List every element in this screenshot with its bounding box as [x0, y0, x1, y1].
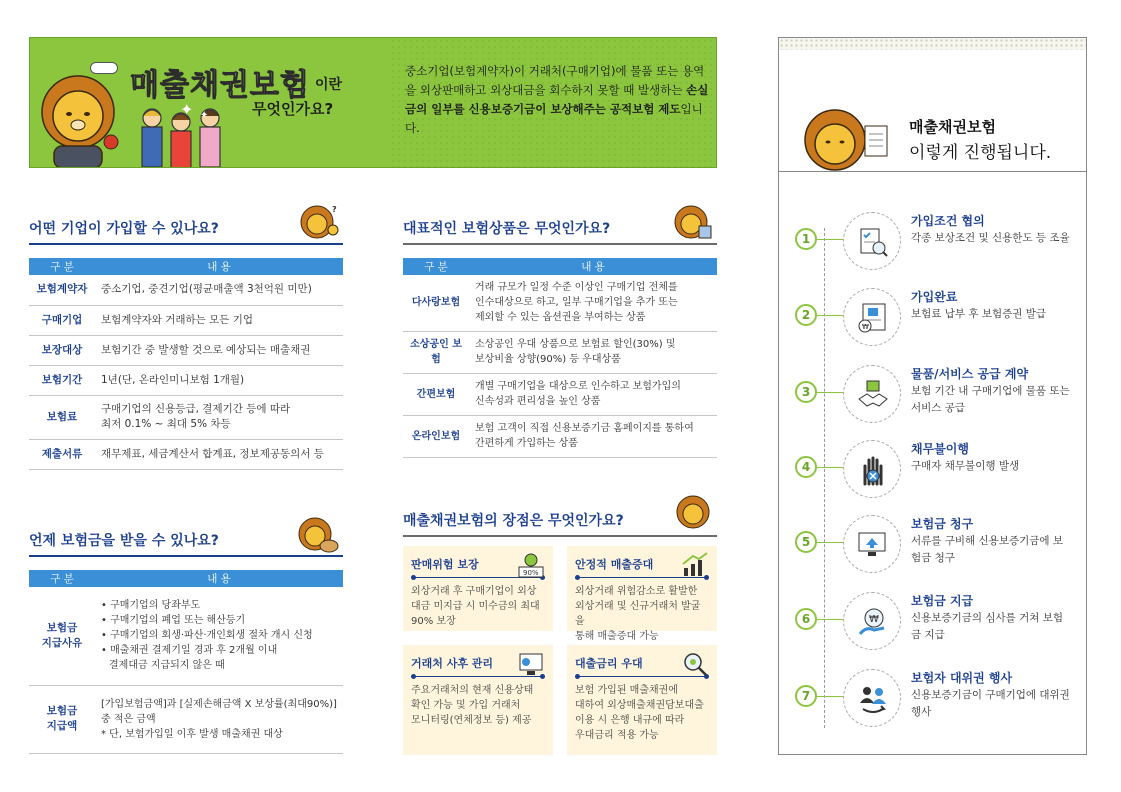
table-row: [403, 275, 717, 331]
step-desc: 보험 기간 내 구매기업에 물품 또는 서비스 공급: [911, 385, 1070, 414]
hero-description: [405, 62, 710, 138]
step-title: 가입완료: [911, 290, 958, 304]
table-row: [29, 587, 343, 685]
step-title: 채무불이행: [911, 442, 969, 456]
step-connector: [817, 542, 843, 543]
advantage-desc-line: 외상거래 위험감소로 활발한: [575, 586, 698, 597]
svg-text:₩: ₩: [869, 614, 879, 625]
hero-title: 매출채권보험: [130, 68, 310, 103]
list-item: 중 적은 금액: [101, 713, 156, 725]
percent-icon-label: 90%: [523, 569, 539, 577]
advantage-card: [403, 546, 553, 631]
row-value-line: 개별 구매기업을 대상으로 인수하고 보험가입의: [475, 381, 681, 392]
advantage-title: 판매위험 보장: [411, 558, 479, 571]
step-connector: [817, 467, 843, 468]
svg-text:₩: ₩: [862, 323, 869, 331]
step-number: 7: [795, 685, 817, 707]
step-desc: 신용보증기금의 심사를 거쳐 보험금 지급: [911, 612, 1064, 641]
advantage-desc-line: 90% 보장: [411, 616, 456, 627]
row-key: [29, 685, 95, 753]
advantage-card: [567, 546, 717, 642]
advantage-desc-line: 외상거래 후 구매기업이 외상: [411, 586, 537, 597]
row-value-line: 보상비율 상향(90%) 등 우대상품: [475, 354, 621, 365]
coin-hand-icon: [857, 606, 889, 638]
step-connector: [817, 315, 843, 316]
step-number: 4: [795, 456, 817, 478]
step-desc: 각종 보상조건 및 신용한도 등 조율: [911, 232, 1070, 244]
row-value: [95, 587, 343, 685]
step-desc: 서류를 구비해 신용보증기금에 보험금 청구: [911, 535, 1064, 564]
row-key: 소상공인 보험: [403, 331, 469, 373]
row-value: 재무제표, 세금계산서 합계표, 정보제공동의서 등: [95, 439, 343, 469]
advantage-title: 안정적 매출증대: [575, 558, 654, 571]
list-item: • 매출채권 결제기일 경과 후 2개월 이내: [101, 645, 278, 657]
process-step: [779, 284, 1088, 354]
row-value-line: 최저 0.1% ~ 최대 5% 차등: [101, 418, 231, 430]
section-products: [403, 204, 717, 458]
list-item: * 단, 보험가입일 이후 발생 매출채권 대상: [101, 728, 283, 740]
row-value-line: 거래 규모가 일정 수준 이상인 구매기업 전체를: [475, 282, 678, 294]
row-key: 다사랑보험: [403, 275, 469, 331]
row-key: 온라인보험: [403, 415, 469, 457]
table-row: [29, 335, 343, 365]
step-title: 보험금 지급: [911, 594, 974, 608]
row-key: 보험기간: [29, 365, 95, 395]
step-title: 보험자 대위권 행사: [911, 671, 1013, 685]
advantage-desc-line: 보험 가입된 매출채권에: [575, 685, 678, 696]
list-item: [가입보험금액]과 [실제손해금액 X 보상률(최대90%)]: [101, 698, 337, 710]
advantage-desc-line: 모니터링(연체정보 등) 제공: [411, 715, 532, 726]
section-title: [403, 496, 717, 537]
process-step: [779, 511, 1088, 581]
list-item: • 구매기업의 회생·파산·개인회생 절차 개시 신청: [101, 630, 313, 642]
step-number: 3: [795, 381, 817, 403]
advantage-desc: [575, 683, 709, 743]
advantage-title: 거래처 사후 관리: [411, 657, 494, 670]
table-header-key: 구 분: [403, 258, 469, 275]
lion-reading-icon: [673, 204, 713, 240]
process-step: [779, 361, 1088, 431]
section-title-text: 어떤 기업이 가입할 수 있나요?: [29, 221, 219, 237]
table-row: [29, 395, 343, 439]
monitor-icon: [517, 651, 545, 677]
step-number: 2: [795, 304, 817, 326]
step-desc: 보험료 납부 후 보험증권 발급: [911, 308, 1047, 320]
row-value-line: 인수대상으로 하고, 일부 구매기업을 추가 또는: [475, 297, 678, 309]
step-number: 5: [795, 531, 817, 553]
panel-subtitle: 이렇게 진행됩니다.: [909, 143, 1052, 163]
hero-desc-part: 중소기업(보험계약자)이 거래처(구매기업)에 물품 또는 용역을 외상판매하고 외상대금을 회수하지 못할 때 발생하는: [405, 64, 705, 97]
step-number: 6: [795, 608, 817, 630]
row-key: 제출서류: [29, 439, 95, 469]
panel-dot-strip: [779, 38, 1086, 50]
row-value-line: 소상공인 우대 상품으로 보험료 할인(30%) 및: [475, 339, 676, 350]
people-arrow-icon: [857, 683, 889, 715]
advantage-title: 대출금리 우대: [575, 657, 643, 670]
table-header-key: 구 분: [29, 258, 95, 275]
step-icon-circle: [843, 365, 901, 423]
table-row: [29, 305, 343, 335]
table-row: [29, 439, 343, 469]
step-connector: [817, 619, 843, 620]
row-value-line: 제외할 수 있는 옵션권을 부여하는 상품: [475, 312, 646, 324]
row-value: [95, 395, 343, 439]
row-key: [29, 587, 95, 685]
row-key: 보험료: [29, 395, 95, 439]
step-connector: [817, 696, 843, 697]
step-icon-circle: [843, 212, 901, 270]
percent-icon: [517, 552, 545, 578]
advantage-card: [567, 645, 717, 755]
table-header-value: 내 용: [469, 258, 717, 275]
lion-document-icon: [801, 106, 891, 174]
process-step: [779, 665, 1088, 735]
section-title-text: 대표적인 보험상품은 무엇인가요?: [403, 221, 611, 237]
lion-money-icon: [295, 516, 339, 554]
section-title: [29, 204, 343, 245]
step-icon-circle: [843, 669, 901, 727]
lion-happy-icon: [671, 494, 715, 532]
step-title: 보험금 청구: [911, 517, 974, 531]
advantage-desc-line: 우대금리 적용 가능: [575, 730, 659, 741]
advantage-desc-line: 통해 매출증대 가능: [575, 631, 659, 642]
products-table: [403, 258, 717, 458]
row-value: 1년(단, 온라인미니보험 1개월): [95, 365, 343, 395]
process-step: [779, 436, 1088, 506]
step-icon-circle: [843, 440, 901, 498]
step-desc: 구매자 채무불이행 발생: [911, 460, 1020, 472]
step-number: 1: [795, 228, 817, 250]
step-icon-circle: [843, 288, 901, 346]
table-row: [29, 275, 343, 305]
advantage-desc-line: 대하여 외상매출채권담보대출: [575, 700, 704, 711]
advantage-desc-line: 대금 미지급 시 미수금의 최대: [411, 601, 540, 612]
row-key: 보험계약자: [29, 275, 95, 305]
row-key: 간편보험: [403, 373, 469, 415]
table-row: [403, 415, 717, 457]
step-connector: [817, 392, 843, 393]
row-key-line: 보험금: [46, 621, 78, 634]
row-value-line: 구매기업의 신용등급, 결제기간 등에 따라: [101, 403, 291, 415]
sparkle-icon: ✦: [200, 110, 209, 121]
step-icon-circle: [843, 592, 901, 650]
advantage-desc-line: 주요거래처의 현재 신용상태: [411, 685, 534, 696]
row-value: [95, 685, 343, 753]
list-item: • 구매기업의 당좌부도: [101, 600, 201, 612]
table-row: [403, 373, 717, 415]
table-row: [29, 365, 343, 395]
eligibility-table: [29, 258, 343, 470]
section-title-text: 매출채권보험의 장점은 무엇인가요?: [403, 513, 624, 529]
section-eligibility: [29, 204, 343, 470]
certificate-icon: [857, 302, 889, 334]
section-claim-conditions: [29, 518, 343, 754]
table-header-key: 구 분: [29, 570, 95, 587]
section-title: [29, 518, 343, 557]
row-value: 보험기간 중 발생할 것으로 예상되는 매출채권: [95, 335, 343, 365]
advantage-desc: [411, 683, 545, 728]
row-value: [469, 415, 717, 457]
magnifier-icon: [681, 651, 709, 677]
row-value: 중소기업, 중견기업(평균매출액 3천억원 미만): [95, 275, 343, 305]
row-key: 보장대상: [29, 335, 95, 365]
step-title: 물품/서비스 공급 계약: [911, 367, 1029, 381]
row-value: 보험계약자와 거래하는 모든 기업: [95, 305, 343, 335]
sparkle-icon: ✦: [180, 100, 194, 119]
step-icon-circle: [843, 515, 901, 573]
handshake-icon: [857, 379, 889, 411]
lion-mascot-icon: [36, 70, 126, 168]
advantage-desc: [411, 584, 545, 629]
advantage-desc-line: 외상거래 및 신규거래처 발굴을: [575, 601, 701, 627]
step-title: 가입조건 협의: [911, 214, 985, 228]
row-key-line: 보험금: [46, 705, 78, 717]
step-connector: [817, 239, 843, 240]
stop-hand-icon: [857, 454, 889, 486]
row-value-line: 간편하게 가입하는 상품: [475, 438, 578, 449]
claim-monitor-icon: [857, 529, 889, 561]
list-item: • 구매기업의 폐업 또는 해산등기: [101, 615, 246, 627]
row-value-line: 신속성과 편리성을 높인 상품: [475, 396, 601, 407]
section-title-text: 언제 보험금을 받을 수 있나요?: [29, 533, 219, 549]
advantage-desc-line: 확인 가능 및 가입 거래처: [411, 700, 521, 711]
table-row: [29, 685, 343, 753]
section-advantages: [403, 496, 717, 537]
section-title: [403, 204, 717, 245]
row-value: [469, 331, 717, 373]
table-header-value: 내 용: [95, 258, 343, 275]
row-value: [469, 373, 717, 415]
advantage-desc: [575, 584, 709, 644]
hero-subtitle-1: 이란: [315, 77, 343, 93]
row-value: [469, 275, 717, 331]
checklist-icon: [857, 226, 889, 258]
hero-desc-bold: 손실금의 일부를 신용보증기금이 보상해주는 공적보험 제도: [405, 83, 709, 116]
table-row: [403, 331, 717, 373]
table-header-value: 내 용: [95, 570, 343, 587]
row-key: 구매기업: [29, 305, 95, 335]
process-step: [779, 208, 1088, 278]
advantage-desc-line: 이용 시 은행 내규에 따라: [575, 715, 685, 726]
process-panel: [778, 37, 1087, 755]
svg-text:?: ?: [332, 205, 337, 214]
row-value-line: 보험 고객이 직접 신용보증기금 홈페이지를 통하여: [475, 423, 694, 434]
hero-banner: [29, 37, 717, 168]
advantage-card: [403, 645, 553, 755]
panel-title: 매출채권보험: [909, 118, 996, 136]
step-desc: 신용보증기금이 구매기업에 대위권 행사: [911, 689, 1070, 718]
growth-chart-icon: [681, 552, 709, 578]
row-key-line: 지급액: [46, 720, 78, 732]
lion-thinking-icon: [299, 204, 339, 240]
hero-desc-part: 입니다.: [405, 102, 703, 135]
process-step: [779, 588, 1088, 658]
list-item: 결제대금 지급되지 않은 때: [109, 660, 225, 672]
claim-table: [29, 570, 343, 754]
row-key-line: 지급사유: [41, 636, 83, 649]
hero-subtitle-2: 무엇인가요?: [252, 100, 334, 118]
